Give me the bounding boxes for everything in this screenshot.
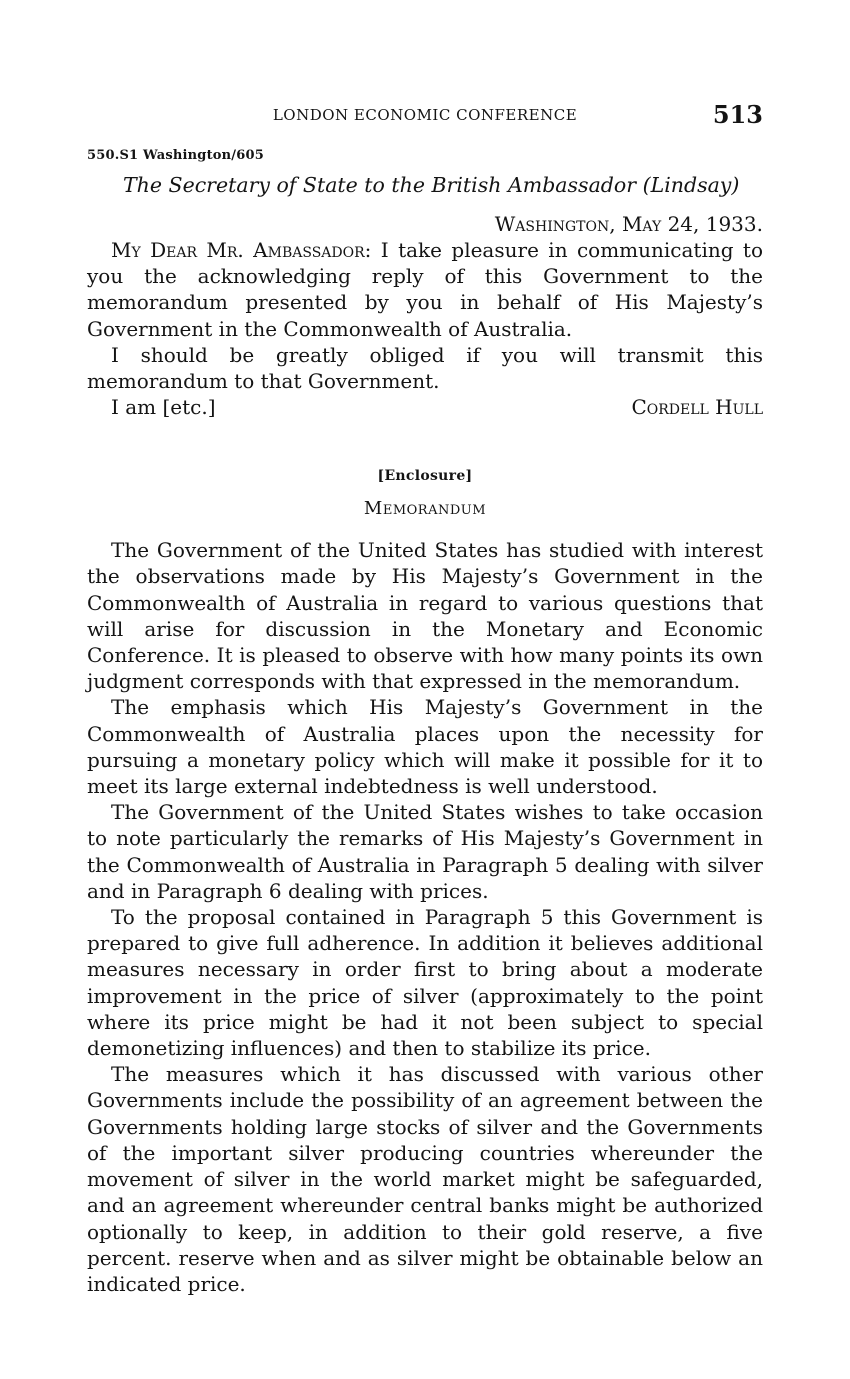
memorandum-paragraph: The Government of the United States wishes to take occasion to note particularly the remarks of His Majesty’s Government in the Commonwealth of Australia in Paragraph 5 dealing with silver and in Paragraph 6 dealing with prices. — [87, 800, 763, 903]
memorandum-heading: Memorandum — [363, 498, 487, 520]
running-title: LONDON ECONOMIC CONFERENCE — [272, 106, 578, 124]
file-number: 550.S1 Washington/605 — [87, 148, 264, 163]
document-title: The Secretary of State to the British Ambassador (Lindsay) — [123, 173, 740, 197]
complimentary-close: I am [etc.] — [111, 395, 216, 420]
letter-body: I take pleasure in communicating to you the acknowledging reply of this Government to the memorandum presented by you in behalf of His Majesty’s Government in the Commonwealth of Australia. — [87, 238, 764, 341]
dateline: Washington, May 24, 1933. — [494, 212, 763, 236]
letter-closing-line — [87, 394, 763, 420]
memorandum-paragraph: To the proposal contained in Paragraph 5 this Government is prepared to give full adherence. In addition it believes additional measures necessary in order first to bring about a moderate improvement in the price of silver (approximately to the point where its price might be had it not been subject to special demonetizing influences) and then to stabilize its price. — [87, 905, 763, 1061]
document-page — [87, 100, 763, 1297]
enclosure-label: [Enclosure] — [377, 468, 473, 485]
signature: Cordell Hull — [631, 395, 763, 420]
memorandum-body — [87, 537, 763, 1297]
letter-paragraph — [87, 237, 763, 342]
running-header — [87, 100, 763, 134]
letter-paragraph: I should be greatly obliged if you will transmit this memorandum to that Government. — [87, 342, 763, 394]
memorandum-paragraph: The emphasis which His Majesty’s Government in the Commonwealth of Australia places upon the necessity for pursuing a monetary policy which will make it possible for it to meet its large external indebtedness is well understood. — [87, 695, 763, 799]
memorandum-paragraph: The measures which it has discussed with various other Governments include the possibility of an agreement between the Governments holding large stocks of silver and the Governments of the important silver producing countries whereunder the movement of silver in the world market might be safeguarded, and an agreement whereunder central banks might be authorized optionally to keep, in addition to their gold reserve, a five percent. reserve when and as silver might be obtainable below an indicated price. — [87, 1062, 763, 1296]
memorandum-paragraph: The Government of the United States has studied with interest the observations made by His Majesty’s Government in the Commonwealth of Australia in regard to various questions that will arise for discussion in the Monetary and Economic Conference. It is pleased to observe with how many points its own judgment corresponds with that expressed in the memorandum. — [87, 538, 763, 694]
salutation: My Dear Mr. Ambassador: — [111, 238, 372, 262]
page-number: 513 — [712, 100, 763, 129]
